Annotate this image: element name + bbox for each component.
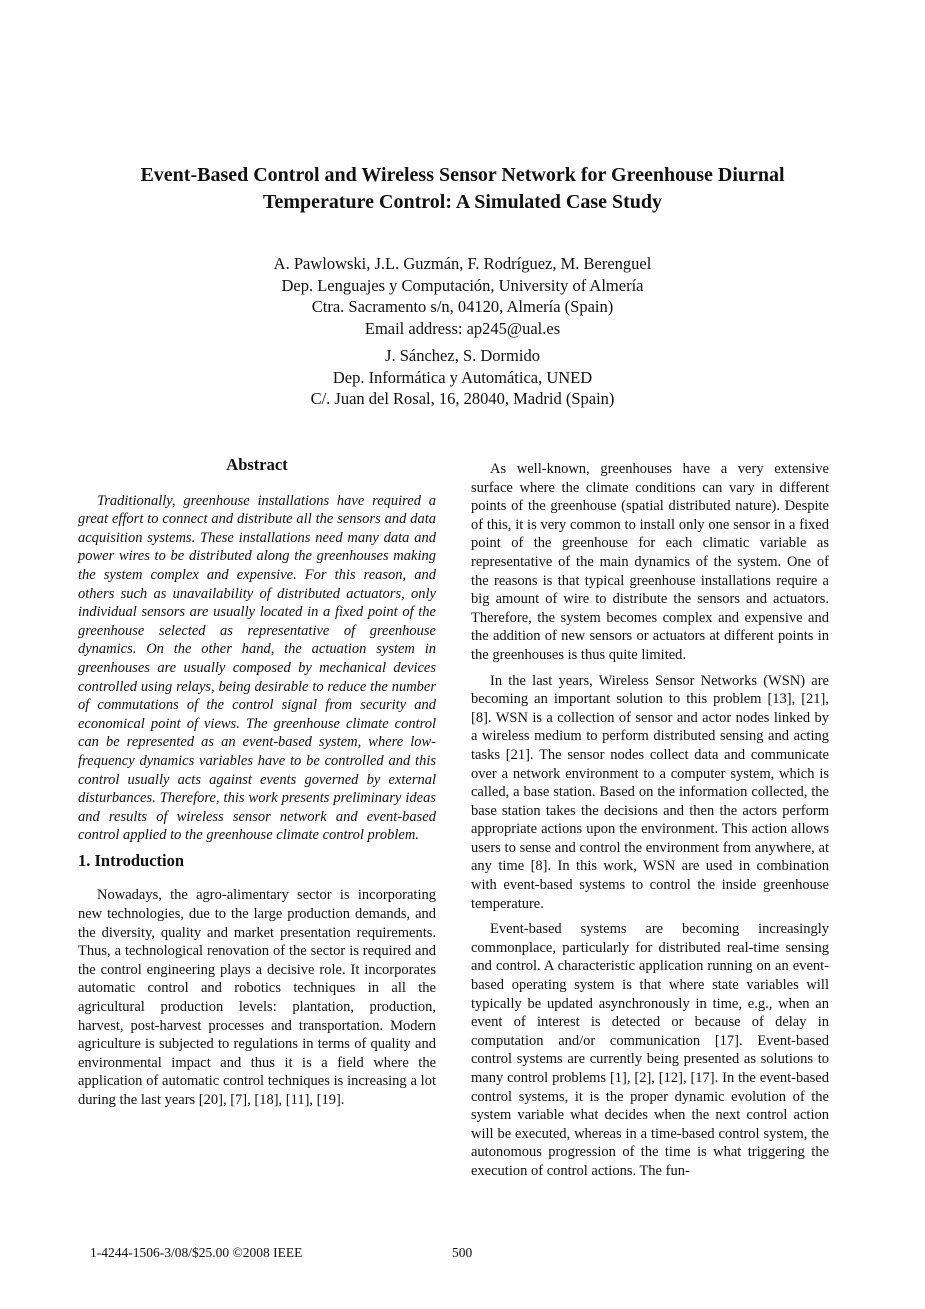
address-2: C/. Juan del Rosal, 16, 28040, Madrid (Spain) xyxy=(310,389,615,408)
paper-title xyxy=(60,162,865,216)
affiliation-2: Dep. Informática y Automática, UNED xyxy=(332,367,593,387)
title-line-2: Temperature Control: A Simulated Case Study xyxy=(262,191,663,213)
abstract-text: Traditionally, greenhouse installations have required a great effort to connect and distribute all the sensors and data acquisition systems. These installations need many data and power wires to be distributed along the greenhouses making the system complex and expensive. For this reason, and others such as unavailability of distributed actuators, only individual sensors are usually located in a fixed point of the greenhouse selected as representative of greenhouse dynamics. On the other hand, the actuation system in greenhouses are usually composed by mechanical devices controlled using relays, being desirable to reduce the number of commutations of the control signal from security and economical point of views. The greenhouse climate control can be represented as an event-based system, where low-frequency dynamics variables have to be controlled and this control usually acts against events governed by external disturbances. Therefore, this work presents preliminary ideas and results of wireless sensor network and event-based control applied to the greenhouse climate control problem. xyxy=(78,492,436,844)
body-paragraph-2: In the last years, Wireless Sensor Networks (WSN) are becoming an important solution to this problem [13], [21], [8]. WSN is a collection of sensor and actor nodes linked by a wireless medium to perform distributed sensing and acting tasks [21]. The sensor nodes collect data and communicate over a network environment to a computer system, which is called, a base station. Based on the information collected, the base station takes the decisions and then the actors perform appropriate actions upon the environment. This action allows users to sense and control the environment from anywhere, at any time [8]. In this work, WSN are used in combination with event-based systems to control the inside greenhouse temperature. xyxy=(471,672,829,912)
body-paragraph-1: As well-known, greenhouses have a very extensive surface where the climate conditions can vary in different points of the greenhouse (spatial distributed nature). Despite of this, it is very common to install only one sensor in a fixed point of the greenhouse for each climatic variable as representative of the main dynamics of the system. One of the reasons is that typical greenhouse installations require a big amount of wire to distribute the sensors and actuators. Therefore, the system becomes complex and expensive and the addition of new sensors or actuators at different points in the greenhouses is thus quite limited. xyxy=(471,461,829,663)
body-paragraph-3: Event-based systems are becoming increasingly commonplace, particularly for distributed real-time sensing and control. A characteristic application running on an event-based operating system is that where state variables will typically be updated asynchronously in time, e.g., when an event of interest is detected or because of delay in computation and/or communication [17]. Event-based control systems are currently being presented as solutions to many control problems [1], [2], [12], [17]. In the event-based control systems, it is the proper dynamic evolution of the system variable what decides when the next control action will be executed, whereas in a time-based control system, the autonomous progression of the time is what triggering the execution of control actions. The fun- xyxy=(471,921,829,1179)
author-names-2: J. Sánchez, S. Dormido xyxy=(385,346,540,365)
author-names-1: A. Pawlowski, J.L. Guzmán, F. Rodríguez, M. Berenguel xyxy=(273,254,652,273)
intro-paragraph-1: Nowadays, the agro-alimentary sector is incorporating new technologies, due to the large production demands, and the diversity, quality and market presentation requirements. Thus, a technological renovation of the sector is required and the control engineering plays a decisive role. It incorporates automatic control and robotics techniques in all the agricultural production levels: plantation, production, harvest, post-harvest processes and transportation. Modern agriculture is subjected to regulations in terms of quality and environmental impact and thus it is a field where the application of automatic control techniques is increasing a lot during the last years [20], [7], [18], [11], [19]. xyxy=(78,887,436,1108)
affiliation-1: Dep. Lenguajes y Computación, University of Almería xyxy=(281,275,644,295)
abstract-heading: Abstract xyxy=(226,455,288,474)
copyright-footer: 1-4244-1506-3/08/$25.00 ©2008 IEEE xyxy=(90,1245,303,1260)
left-column xyxy=(78,456,436,1117)
page-number: 500 xyxy=(452,1245,473,1260)
author-block xyxy=(60,253,865,410)
section-heading-introduction: 1. Introduction xyxy=(78,850,185,870)
right-column xyxy=(471,460,829,1188)
title-line-1: Event-Based Control and Wireless Sensor Network for Greenhouse Diurnal xyxy=(140,164,785,186)
email-1: Email address: ap245@ual.es xyxy=(364,318,561,338)
address-1: Ctra. Sacramento s/n, 04120, Almería (Spain) xyxy=(311,297,614,316)
